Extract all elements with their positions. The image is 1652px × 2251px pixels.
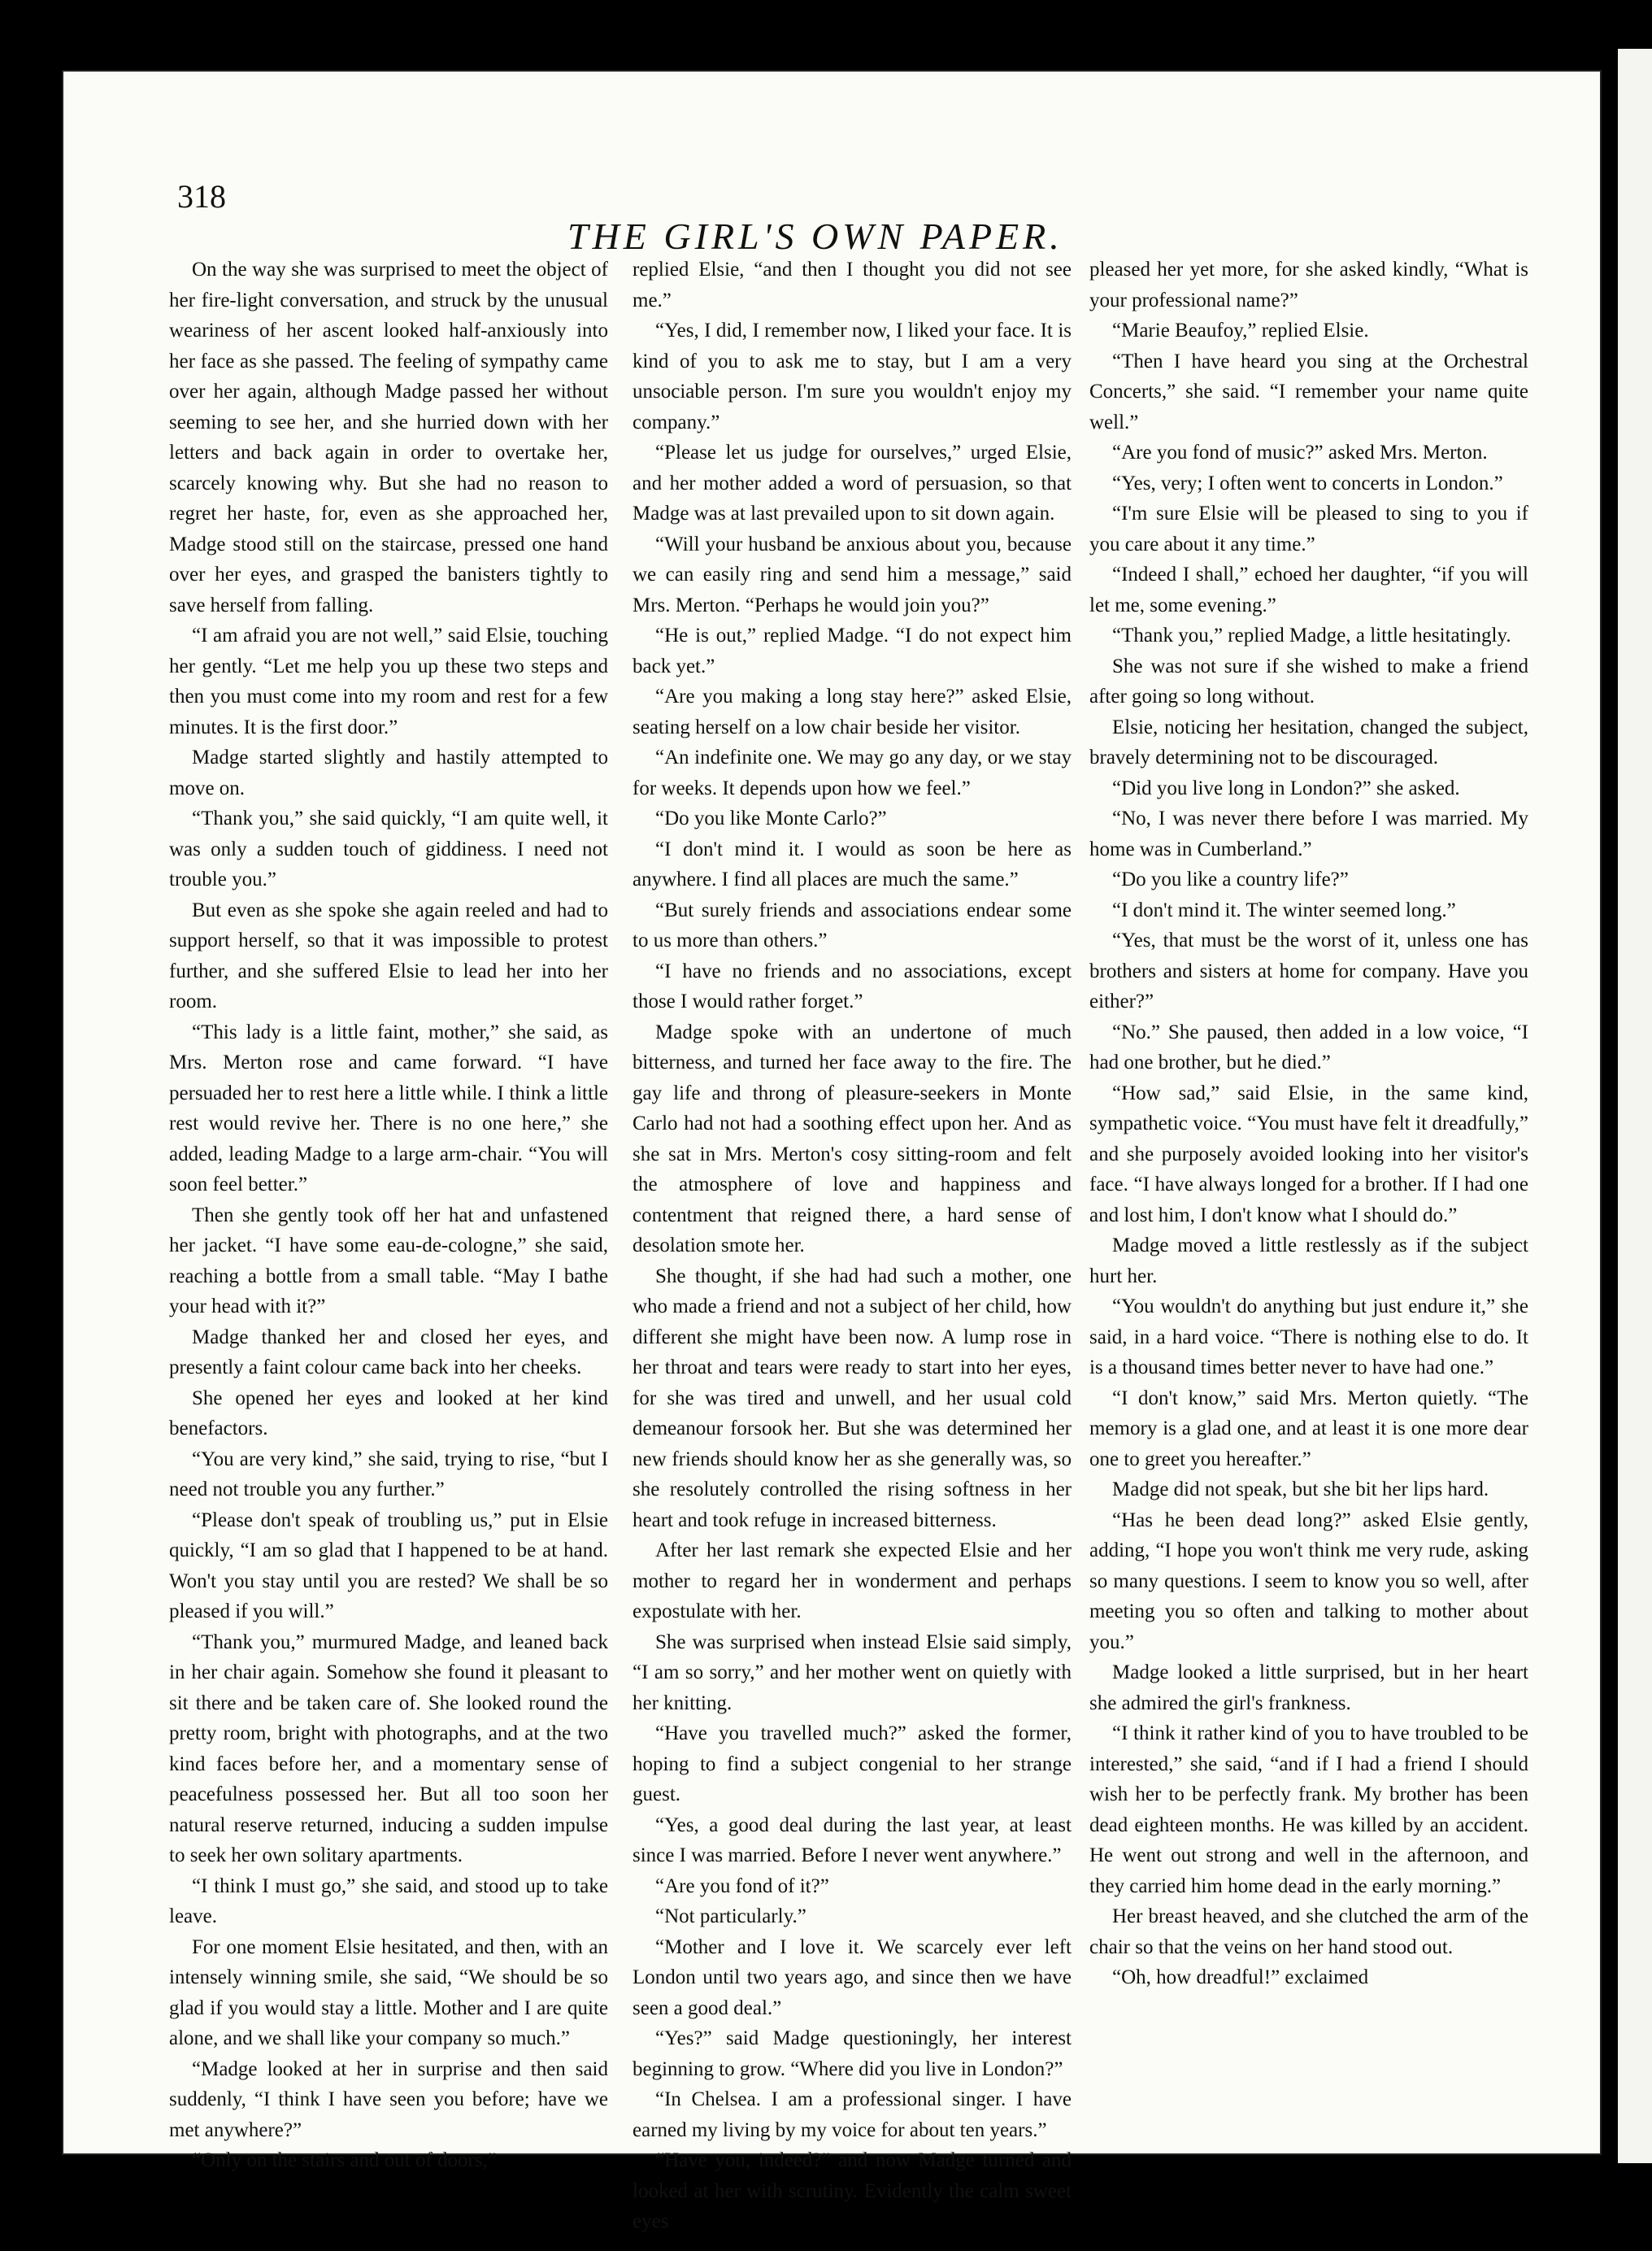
- paragraph: Madge looked a little surprised, but in her heart she admired the girl's frankness.: [1089, 1661, 1528, 1714]
- paragraph: “Madge looked at her in surprise and then said suddenly, “I think I have seen you before; have we met anywhere?”: [169, 2057, 608, 2141]
- page-number: 318: [177, 178, 226, 215]
- paragraph: “No, I was never there before I was married. My home was in Cumberland.”: [1089, 808, 1528, 860]
- paragraph: pleased her yet more, for she asked kindly, “What is your professional name?”: [1089, 259, 1528, 311]
- adjacent-page-edge: [1618, 49, 1652, 2163]
- paragraph: Madge did not speak, but she bit her lips hard.: [1112, 1478, 1489, 1500]
- paragraph: “How sad,” said Elsie, in the same kind, sympathetic voice. “You must have felt it dreadfully,” and she purposely avoided looking into her visitor's face. “I have always longed for a brother. If I had one and lost him, I don't know what I should do.”: [1089, 1082, 1528, 1226]
- paragraph: “I don't know,” said Mrs. Merton quietly. “The memory is a glad one, and at least it is one more dear one to greet you hereafter.”: [1089, 1387, 1528, 1470]
- paragraph: “Yes, a good deal during the last year, at least since I was married. Before I never went anywhere.”: [633, 1813, 1072, 1866]
- paragraph: Elsie, noticing her hesitation, changed the subject, bravely determining not to be discouraged.: [1089, 716, 1528, 768]
- paragraph: “Are you making a long stay here?” asked Elsie, seating herself on a low chair beside her visitor.: [633, 686, 1072, 738]
- paragraph: “Oh, how dreadful!” exclaimed: [1112, 1966, 1369, 1988]
- paragraph: Madge thanked her and closed her eyes, and presently a faint colour came back into her cheeks.: [169, 1326, 608, 1378]
- paragraph: Her breast heaved, and she clutched the arm of the chair so that the veins on her hand stood out.: [1089, 1905, 1528, 1958]
- paragraph: “Please let us judge for ourselves,” urged Elsie, and her mother added a word of persuasion, so that Madge was at last prevailed upon to sit down again.: [633, 442, 1072, 525]
- paragraph: “Marie Beaufoy,” replied Elsie.: [1112, 320, 1369, 342]
- paragraph: “Not particularly.”: [655, 1905, 806, 1927]
- paragraph: “Are you fond of music?” asked Mrs. Merton.: [1112, 442, 1488, 464]
- paragraph: Madge moved a little restlessly as if the subject hurt her.: [1089, 1234, 1528, 1287]
- paragraph: “Mother and I love it. We scarcely ever left London until two years ago, and since then we have seen a good deal.”: [633, 1935, 1072, 2019]
- paragraph: “I have no friends and no associations, except those I would rather forget.”: [633, 960, 1072, 1012]
- paragraph: Madge started slightly and hastily attempted to move on.: [169, 747, 608, 799]
- paragraph: “Have you travelled much?” asked the former, hoping to find a subject congenial to her strange guest.: [633, 1722, 1072, 1805]
- paragraph: “I think it rather kind of you to have troubled to be interested,” she said, “and if I had a friend I should wish her to be perfectly frank. My brother has been dead eighteen months. He was killed by an accident. He went out strong and well in the afternoon, and they carried him home dead in the early morning.”: [1089, 1722, 1528, 1897]
- paragraph: “In Chelsea. I am a professional singer. I have earned my living by my voice for about ten years.”: [633, 2088, 1072, 2141]
- paragraph: She opened her eyes and looked at her kind benefactors.: [169, 1387, 608, 1439]
- paragraph: “I don't mind it. I would as soon be here as anywhere. I find all places are much the same.”: [633, 838, 1072, 890]
- paragraph: For one moment Elsie hesitated, and then, with an intensely winning smile, she said, “We should be so glad if you would stay a little. Mother and I are quite alone, and we shall like your company so much.”: [169, 1935, 608, 2049]
- paragraph: “Will your husband be anxious about you, because we can easily ring and send him a message,” said Mrs. Merton. “Perhaps he would join you?”: [633, 533, 1072, 616]
- paragraph: She thought, if she had had such a mother, one who made a friend and not a subject of her child, how different she might have been now. A lump rose in her throat and tears were ready to start into her eyes, for she was tired and unwell, and her usual cold demeanour forsook her. But she was determined her new friends should know her as she generally was, so she resolutely controlled the rising softness in her heart and took refuge in increased bitterness.: [633, 1265, 1072, 1531]
- paragraph: “I'm sure Elsie will be pleased to sing to you if you care about it any time.”: [1089, 503, 1528, 555]
- paragraph: “No.” She paused, then added in a low voice, “I had one brother, but he died.”: [1089, 1021, 1528, 1073]
- paragraph: “Did you live long in London?” she asked.: [1112, 777, 1460, 799]
- paragraph: replied Elsie, “and then I thought you did not see me.”: [633, 259, 1072, 311]
- paragraph: “Are you fond of it?”: [655, 1874, 829, 1897]
- paragraph: She was not sure if she wished to make a friend after going so long without.: [1089, 655, 1528, 708]
- paragraph: “Yes?” said Madge questioningly, her interest beginning to grow. “Where did you live in London?”: [633, 2027, 1072, 2080]
- paragraph: “But surely friends and associations endear some to us more than others.”: [633, 899, 1072, 951]
- paragraph: Then she gently took off her hat and unfastened her jacket. “I have some eau-de-cologne,” she said, reaching a bottle from a small table. “May I bathe your head with it?”: [169, 1204, 608, 1317]
- paragraph: “Have you, indeed?” and now Madge turned and looked at her with scrutiny. Evidently the calm sweet eyes: [633, 2149, 1072, 2232]
- paragraph: Madge spoke with an undertone of much bitterness, and turned her face away to the fire. The gay life and throng of pleasure-seekers in Monte Carlo had not had a soothing effect upon her. And as she sat in Mrs. Merton's cosy sitting-room and felt the atmosphere of love and happiness and contentment that reigned there, a hard sense of desolation smote her.: [633, 1021, 1072, 1256]
- paragraph: “Thank you,” murmured Madge, and leaned back in her chair again. Somehow she found it pleasant to sit there and be taken care of. She looked round the pretty room, bright with photographs, and at the two kind faces before her, and a momentary sense of peacefulness possessed her. But all too soon her natural reserve returned, inducing a sudden impulse to seek her own solitary apartments.: [169, 1631, 608, 1866]
- paragraph: “Has he been dead long?” asked Elsie gently, adding, “I hope you won't think me very rude, asking so many questions. I seem to know you so well, after meeting you so often and talking to mother about you.”: [1089, 1509, 1528, 1653]
- paragraph: “Do you like Monte Carlo?”: [655, 808, 887, 829]
- paragraph: “Thank you,” she said quickly, “I am quite well, it was only a sudden touch of giddiness. I need not trouble you.”: [169, 808, 608, 890]
- paragraph: “I am afraid you are not well,” said Elsie, touching her gently. “Let me help you up these two steps and then you must come into my room and rest for a few minutes. It is the first door.”: [169, 625, 608, 738]
- paragraph: “Please don't speak of troubling us,” put in Elsie quickly, “I am so glad that I happened to be at hand. Won't you stay until you are rested? We shall be so pleased if you will.”: [169, 1509, 608, 1622]
- magazine-page: [63, 72, 1600, 2232]
- text-column-3: [1089, 255, 1528, 2141]
- text-column-2: [633, 255, 1072, 2232]
- paragraph: But even as she spoke she again reeled and had to support herself, so that it was impossible to protest further, and she suffered Elsie to lead her into her room.: [169, 899, 608, 1012]
- running-title: THE GIRL'S OWN PAPER.: [567, 216, 1063, 257]
- paragraph: “Indeed I shall,” echoed her daughter, “if you will let me, some evening.”: [1089, 564, 1528, 616]
- paragraph: “He is out,” replied Madge. “I do not expect him back yet.”: [633, 625, 1072, 677]
- text-column-1: [169, 255, 608, 2171]
- paragraph: “Do you like a country life?”: [1112, 869, 1349, 890]
- paragraph: “Yes, I did, I remember now, I liked your face. It is kind of you to ask me to stay, but I am a very unsociable person. I'm sure you wouldn't enjoy my company.”: [633, 320, 1072, 433]
- paragraph: “I think I must go,” she said, and stood up to take leave.: [169, 1874, 608, 1927]
- paragraph: “Thank you,” replied Madge, a little hesitatingly.: [1112, 625, 1511, 647]
- paragraph: “I don't mind it. The winter seemed long.”: [1112, 899, 1456, 921]
- paragraph: She was surprised when instead Elsie said simply, “I am so sorry,” and her mother went on quietly with her knitting.: [633, 1631, 1072, 1714]
- paragraph: “Then I have heard you sing at the Orchestral Concerts,” she said. “I remember your name quite well.”: [1089, 350, 1528, 433]
- paragraph: “Only on the stairs and out of doors,”: [192, 2149, 497, 2171]
- paragraph: “An indefinite one. We may go any day, or we stay for weeks. It depends upon how we feel.”: [633, 747, 1072, 799]
- paragraph: “You are very kind,” she said, trying to rise, “but I need not trouble you any further.”: [169, 1448, 608, 1500]
- paragraph: After her last remark she expected Elsie and her mother to regard her in wonderment and perhaps expostulate with her.: [633, 1539, 1072, 1622]
- paragraph: “This lady is a little faint, mother,” she said, as Mrs. Merton rose and came forward. “I have persuaded her to rest here a little while. I think a little rest would revive her. There is no one here,” she added, leading Madge to a large arm-chair. “You will soon feel better.”: [169, 1021, 608, 1195]
- paragraph: “Yes, very; I often went to concerts in London.”: [1112, 472, 1503, 494]
- paragraph: “Yes, that must be the worst of it, unless one has brothers and sisters at home for company. Have you either?”: [1089, 930, 1528, 1012]
- paragraph: On the way she was surprised to meet the object of her fire-light conversation, and struck by the unusual weariness of her ascent looked half-anxiously into her face as she passed. The feeling of sympathy came over her again, although Madge passed her without seeming to see her, and she hurried down with her letters and back again in order to overtake her, scarcely knowing why. But she had no reason to regret her haste, for, even as she approached her, Madge stood still on the staircase, pressed one hand over her eyes, and grasped the banisters tightly to save herself from falling.: [169, 259, 608, 616]
- paragraph: “You wouldn't do anything but just endure it,” she said, in a hard voice. “There is nothing else to do. It is a thousand times better never to have had one.”: [1089, 1295, 1528, 1378]
